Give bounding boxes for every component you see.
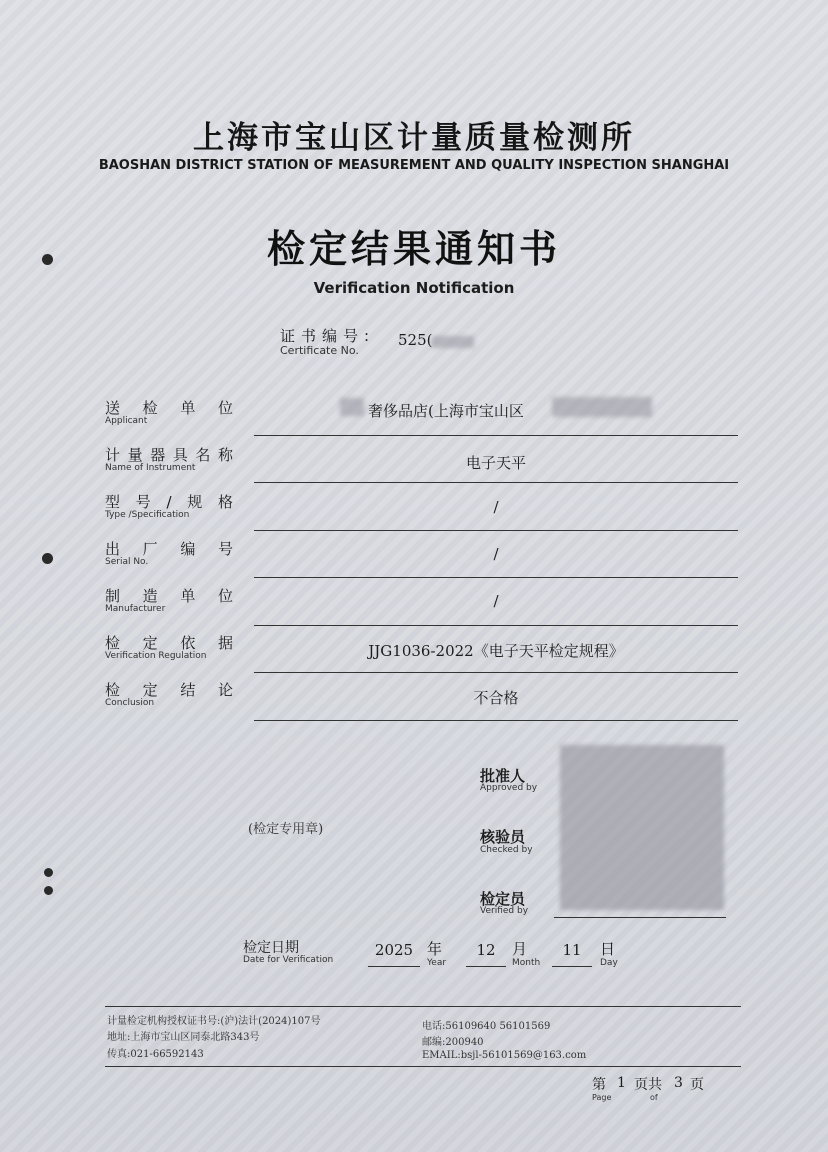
signature-underline <box>554 917 726 918</box>
applicant-label: 送检单位 <box>105 399 233 417</box>
redacted-block <box>340 398 364 416</box>
verification-date-label-en: Date for Verification <box>243 955 334 965</box>
applicant-underline <box>254 435 738 436</box>
type-spec-value: / <box>493 498 499 516</box>
type-spec-underline <box>254 530 738 531</box>
month-unit: 月 <box>512 940 528 958</box>
instrument-name-label: 计量器具名称 <box>105 446 233 464</box>
date-day-underline <box>552 966 592 967</box>
footer-bottom-rule <box>105 1066 741 1067</box>
punch-hole <box>44 886 53 895</box>
day-unit-en: Day <box>600 958 618 968</box>
type-spec-label-en: Type /Specification <box>105 510 190 520</box>
manufacturer-label-en: Manufacturer <box>105 604 166 614</box>
conclusion-label-en: Conclusion <box>105 698 155 708</box>
date-day: 11 <box>562 941 582 959</box>
date-month: 12 <box>476 941 496 959</box>
certificate-number-label-en: Certificate No. <box>280 344 359 357</box>
type-spec-label: 型号/规格 <box>105 493 233 511</box>
page-total-prefix: 页共 <box>634 1077 662 1093</box>
footer-email: EMAIL:bsjl-56101569@163.com <box>422 1050 587 1061</box>
serial-number-value: / <box>493 545 499 563</box>
punch-hole <box>44 868 53 877</box>
organization-name-en: BAOSHAN DISTRICT STATION OF MEASUREMENT AND QUALITY INSPECTION SHANGHAI <box>98 158 730 173</box>
page-label-en: Page <box>592 1093 612 1102</box>
authorization-number: 计量检定机构授权证书号:(沪)法计(2024)107号 <box>107 1016 321 1027</box>
regulation-label: 检定依据 <box>105 634 233 652</box>
regulation-label-en: Verification Regulation <box>105 651 207 661</box>
checked-by-label: 核验员 <box>480 828 526 846</box>
footer-fax: 传真:021-66592143 <box>107 1049 204 1060</box>
certificate-number-label: 证书编号: <box>280 327 376 345</box>
page-total: 3 <box>674 1075 683 1091</box>
serial-number-label: 出厂编号 <box>105 540 233 558</box>
footer-address: 地址:上海市宝山区同泰北路343号 <box>107 1032 260 1043</box>
page-prefix: 第 <box>592 1077 606 1093</box>
conclusion-underline <box>254 720 738 721</box>
footer-top-rule <box>105 1006 741 1007</box>
year-unit: 年 <box>427 940 443 958</box>
document-title-en: Verification Notification <box>313 279 515 297</box>
serial-number-label-en: Serial No. <box>105 557 149 567</box>
instrument-name-label-en: Name of Instrument <box>105 463 196 473</box>
applicant-value: 奢侈品店(上海市宝山区 <box>368 402 524 420</box>
seal-placeholder: (检定专用章) <box>248 822 324 837</box>
verification-date-label: 检定日期 <box>243 940 299 956</box>
day-unit: 日 <box>600 940 616 958</box>
footer-postcode: 邮编:200940 <box>422 1037 484 1048</box>
date-month-underline <box>466 966 506 967</box>
month-unit-en: Month <box>512 958 541 968</box>
approved-by-label: 批准人 <box>480 767 526 785</box>
page-number: 1 <box>617 1075 626 1091</box>
redacted-signature <box>560 745 724 910</box>
instrument-name-underline <box>254 482 738 483</box>
regulation-underline <box>254 672 738 673</box>
redacted-block <box>552 397 652 417</box>
conclusion-value: 不合格 <box>473 689 519 707</box>
approved-by-label-en: Approved by <box>480 783 538 793</box>
document-title-cn: 检定结果通知书 <box>266 227 561 271</box>
punch-hole <box>42 553 53 564</box>
of-label-en: of <box>650 1093 658 1102</box>
certificate-number-value: 525( <box>398 331 433 349</box>
verified-by-label-en: Verified by <box>480 906 529 916</box>
checked-by-label-en: Checked by <box>480 845 533 855</box>
footer-phone: 电话:56109640 56101569 <box>422 1021 551 1032</box>
redacted-block <box>432 336 474 348</box>
conclusion-label: 检定结论 <box>105 681 233 699</box>
manufacturer-value: / <box>493 592 499 610</box>
page-total-suffix: 页 <box>690 1077 704 1093</box>
year-unit-en: Year <box>427 958 447 968</box>
organization-name-cn: 上海市宝山区计量质量检测所 <box>193 120 635 156</box>
verified-by-label: 检定员 <box>480 890 526 908</box>
instrument-name-value: 电子天平 <box>465 454 526 472</box>
date-year: 2025 <box>374 941 414 959</box>
applicant-label-en: Applicant <box>105 416 148 426</box>
date-year-underline <box>368 966 420 967</box>
serial-number-underline <box>254 577 738 578</box>
manufacturer-label: 制造单位 <box>105 587 233 605</box>
manufacturer-underline <box>254 625 738 626</box>
regulation-value: JJG1036-2022《电子天平检定规程》 <box>368 642 624 660</box>
